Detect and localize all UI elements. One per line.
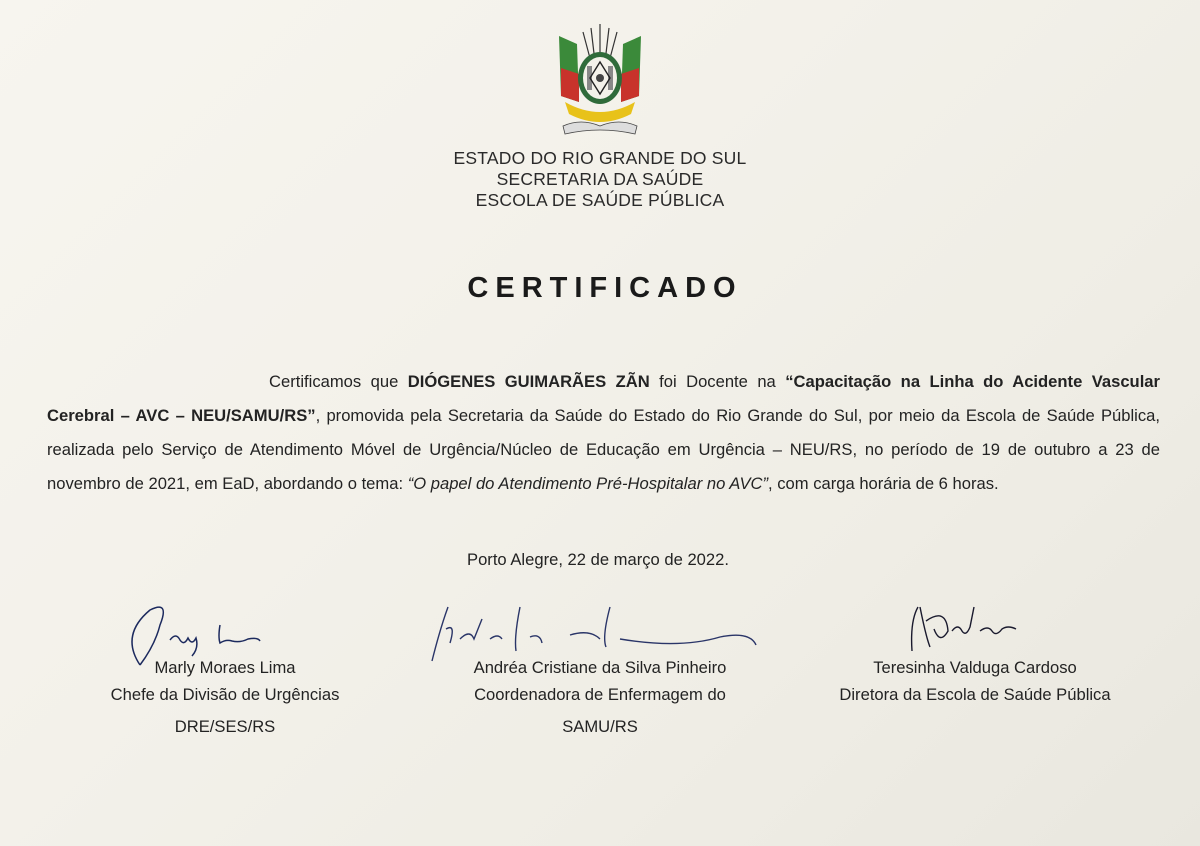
- signatory-title: Chefe da Divisão de Urgências: [110, 685, 340, 704]
- date-line: Porto Alegre, 22 de março de 2022.: [467, 550, 729, 569]
- body-intro: Certificamos que: [269, 372, 408, 391]
- course-name: “Capacitação na Linha do Acidente Vascular Cerebral – AVC – NEU/SAMU/RS”: [47, 372, 1160, 425]
- signatory-title: Coordenadora de Enfermagem do: [474, 685, 726, 704]
- signature-icon: [100, 595, 300, 675]
- recipient-name: DIÓGENES GUIMARÃES ZÃN: [407, 372, 650, 391]
- issuer-header: [0, 148, 1200, 211]
- header-school: ESCOLA DE SAÚDE PÚBLICA: [475, 190, 725, 210]
- course-theme: “O papel do Atendimento Pré-Hospitalar no AVC”: [407, 474, 769, 493]
- body-hours: , com carga horária de 6 horas.: [768, 474, 999, 493]
- signatory-department: DRE/SES/RS: [174, 717, 276, 736]
- signatory-name: Marly Moraes Lima: [154, 658, 296, 677]
- certificate-body: [47, 365, 1160, 501]
- signature-block-3: [800, 657, 1150, 711]
- signature-icon: [900, 601, 1040, 657]
- signatory-title: Diretora da Escola de Saúde Pública: [839, 685, 1111, 704]
- body-role: foi Docente na: [649, 372, 786, 391]
- coat-of-arms-icon: [551, 22, 649, 140]
- certificate-title: CERTIFICADO: [467, 272, 743, 304]
- body-details: , promovida pela Secretaria da Saúde do Estado do Rio Grande do Sul, por meio da Escola de Saúde Pública, realizada pelo Serviço de Atendimento Móvel de Urgência/Núcleo de Educação em Urgência – NEU/RS, no período de 19 de outubro a 23 de novembro de 2021, em EaD, abordando o tema:: [47, 406, 1160, 493]
- header-secretariat: SECRETARIA DA SAÚDE: [496, 169, 704, 189]
- signature-block-1: [70, 657, 380, 743]
- signatory-department: SAMU/RS: [562, 717, 638, 736]
- signature-block-2: [440, 657, 760, 743]
- signatory-name: Andréa Cristiane da Silva Pinheiro: [473, 658, 727, 677]
- signatory-name: Teresinha Valduga Cardoso: [873, 658, 1077, 677]
- header-state: ESTADO DO RIO GRANDE DO SUL: [453, 148, 747, 168]
- signature-icon: [420, 599, 800, 669]
